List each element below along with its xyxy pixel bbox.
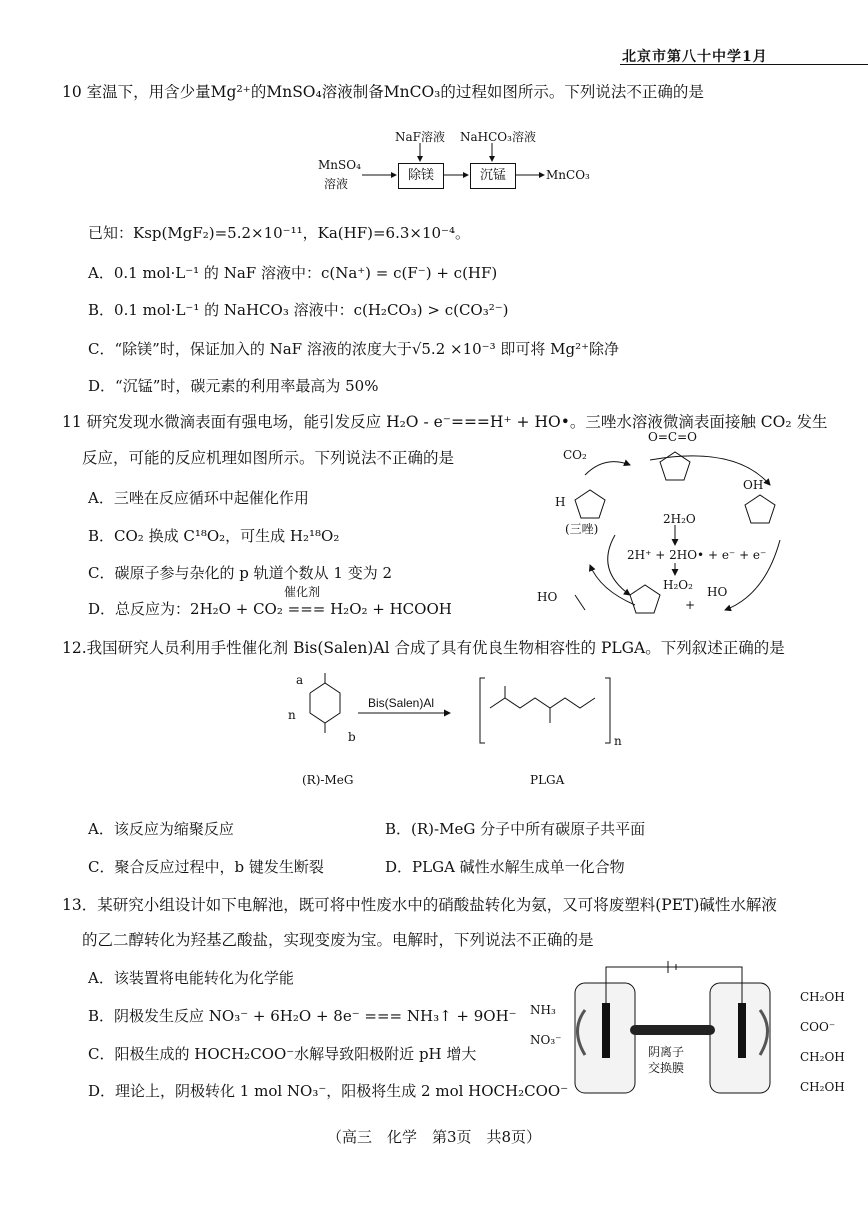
mech-h2o: 2H₂O: [663, 512, 696, 526]
cell-r2: COO⁻: [800, 1020, 836, 1034]
header-rule: [620, 64, 868, 65]
q11-catalyst-label: 催化剂: [284, 585, 321, 599]
q12-option-c: C．聚合反应过程中，b 键发生断裂: [88, 858, 324, 876]
q13-option-a: A．该装置将电能转化为化学能: [88, 969, 294, 987]
polymerization-scheme: [280, 668, 620, 768]
q13-option-d: D．理论上，阴极转化 1 mol NO₃⁻，阳极将生成 2 mol HOCH₂COO⁻: [88, 1082, 569, 1100]
flow-reagent2: NaHCO₃溶液: [460, 130, 536, 144]
flow-arrows: [310, 128, 610, 198]
q13-option-b: B．阴极发生反应 NO₃⁻ + 6H₂O + 8e⁻ === NH₃↑ + 9OH⁻: [88, 1007, 517, 1025]
q11-stem-2: 反应，可能的反应机理如图所示。下列说法不正确的是: [82, 449, 455, 467]
q10-option-a: A．0.1 mol·L⁻¹ 的 NaF 溶液中：c(Na⁺) = c(F⁻) + c(HF): [88, 264, 498, 282]
mech-h: H: [555, 495, 566, 509]
membrane-label-2: 交换膜: [648, 1061, 685, 1075]
q11-option-d: D．总反应为：2H₂O + CO₂ === H₂O₂ + HCOOH: [88, 600, 452, 618]
cell-no3: NO₃⁻: [530, 1033, 562, 1047]
flow-step2: 沉锰: [470, 163, 516, 189]
mech-plus: +: [685, 598, 696, 612]
flow-step1: 除镁: [398, 163, 444, 189]
q13-stem-2: 的乙二醇转化为羟基乙酸盐，实现变废为宝。电解时，下列说法不正确的是: [82, 931, 594, 949]
q13-option-c: C．阳极生成的 HOCH₂COO⁻水解导致阳极附近 pH 增大: [88, 1045, 477, 1063]
membrane-label-1: 阴离子: [648, 1045, 685, 1059]
q13-electrolysis-diagram: [530, 955, 860, 1105]
bond-a-label: a: [296, 673, 304, 687]
q13-stem-1: 13．某研究小组设计如下电解池，既可将中性废水中的硝酸盐转化为氨，又可将废塑料(PET)碱性水解液: [62, 896, 777, 914]
q10-flow-diagram: [310, 128, 610, 198]
reactant-label: (R)-MeG: [302, 773, 354, 787]
mech-triazole-label: (三唑): [565, 522, 599, 536]
cell-r3: CH₂OH: [800, 1050, 845, 1064]
q12-stem: 12.我国研究人员利用手性催化剂 Bis(Salen)Al 合成了具有优良生物相容性的 PLGA。下列叙述正确的是: [62, 639, 785, 657]
flow-start-2: 溶液: [324, 177, 349, 191]
bond-b-label: b: [348, 730, 356, 744]
product-label: PLGA: [530, 773, 565, 787]
q12-option-a: A．该反应为缩聚反应: [88, 820, 234, 838]
q10-option-d: D．“沉锰”时，碳元素的利用率最高为 50%: [88, 377, 379, 395]
mech-co2: CO₂: [563, 448, 587, 462]
catalyst-label: Bis(Salen)Al: [368, 696, 435, 710]
mech-mid: 2H⁺ + 2HO• + e⁻ + e⁻: [627, 548, 767, 562]
mech-ho: HO: [537, 590, 558, 604]
page-footer: （高三 化学 第3页 共8页）: [326, 1128, 542, 1146]
cell-nh3: NH₃: [530, 1003, 556, 1017]
flow-product: MnCO₃: [546, 168, 590, 182]
q12-option-b: B．(R)-MeG 分子中所有碳原子共平面: [385, 820, 646, 838]
q12-reaction-diagram: [280, 668, 620, 798]
mech-ho-2: HO: [707, 585, 728, 599]
q12-option-d: D．PLGA 碱性水解生成单一化合物: [385, 858, 625, 876]
mech-oco: O=C=O: [648, 430, 697, 444]
mech-h2o2: H₂O₂: [663, 578, 693, 592]
q11-stem-1: 11 研究发现水微滴表面有强电场，能引发反应 H₂O - e⁻===H⁺ + HO•。三唑水溶液微滴表面接触 CO₂ 发生: [62, 413, 828, 431]
q11-option-a: A．三唑在反应循环中起催化作用: [88, 489, 309, 507]
q10-stem: 10 室温下，用含少量Mg²⁺的MnSO₄溶液制备MnCO₃的过程如图所示。下列说法不正确的是: [62, 83, 704, 101]
flow-reagent1: NaF溶液: [395, 130, 445, 144]
cell-r1: CH₂OH: [800, 990, 845, 1004]
product-n: n: [614, 734, 622, 748]
q10-option-c: C．“除镁”时，保证加入的 NaF 溶液的浓度大于√5.2 ×10⁻³ 即可将 Mg²⁺除净: [88, 340, 620, 358]
q10-known: 已知：Ksp(MgF₂)=5.2×10⁻¹¹，Ka(HF)=6.3×10⁻⁴。: [88, 224, 470, 242]
flow-start-1: MnSO₄: [318, 158, 361, 172]
q11-option-c: C．碳原子参与杂化的 p 轨道个数从 1 变为 2: [88, 564, 393, 582]
q11-mechanism-diagram: [535, 430, 835, 630]
school-header: 北京市第八十中学1月: [622, 49, 768, 65]
cell-r4: CH₂OH: [800, 1080, 845, 1094]
q11-option-b: B．CO₂ 换成 C¹⁸O₂，可生成 H₂¹⁸O₂: [88, 527, 340, 545]
reactant-n: n: [288, 708, 296, 722]
mech-oh: OH: [743, 478, 764, 492]
q10-option-b: B．0.1 mol·L⁻¹ 的 NaHCO₃ 溶液中：c(H₂CO₃) > c(CO₃²⁻): [88, 301, 509, 319]
